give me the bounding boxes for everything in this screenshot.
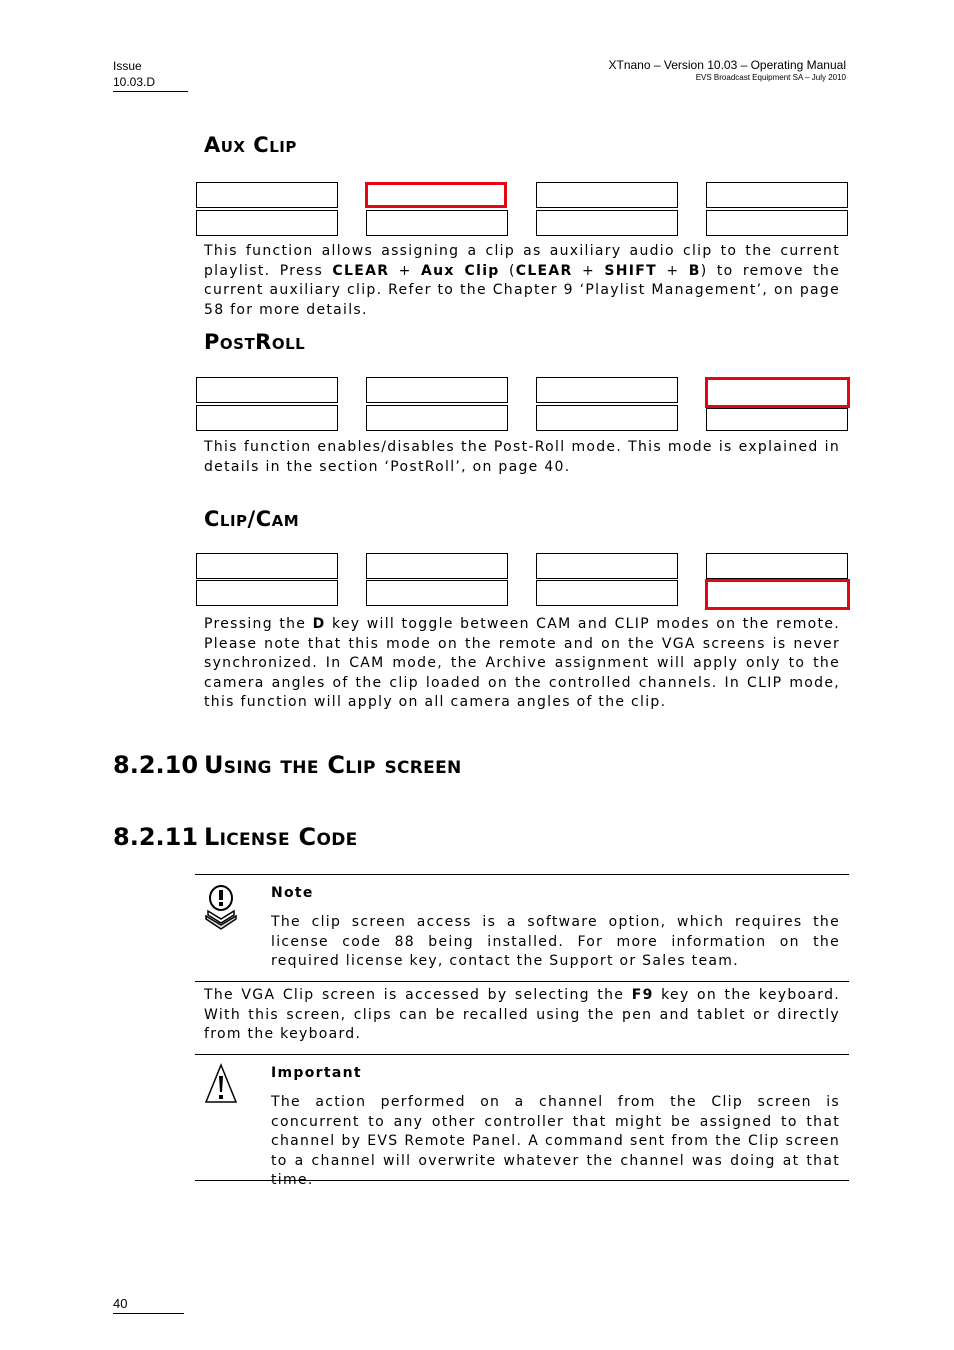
- key-cell: [536, 210, 678, 236]
- key-cell: [706, 553, 848, 579]
- key-cell: [536, 405, 678, 431]
- header-issue: [113, 58, 188, 92]
- key-cell: [366, 553, 508, 579]
- vga-clip-description: The VGA Clip screen is accessed by selecting the F9 key on the keyboard. With this screen, clips can be recalled using the pen and tablet or directly from the keyboard.: [204, 987, 841, 1042]
- key-cell-highlighted: [365, 182, 507, 208]
- key-cell: [196, 553, 338, 579]
- key-cell: [366, 580, 508, 606]
- key-cell: [536, 182, 678, 208]
- key-cell: [366, 377, 508, 403]
- key-cell: [536, 580, 678, 606]
- important-top-rule: [195, 1054, 849, 1055]
- key-cell: [196, 580, 338, 606]
- postroll-description: This function enables/disables the Post-Roll mode. This mode is explained in details in the section ‘PostRoll’, on page 40.: [204, 439, 840, 475]
- key-cell-highlighted: [705, 579, 850, 610]
- key-cell: [196, 182, 338, 208]
- page-number: 40: [113, 1296, 184, 1314]
- key-cell: [366, 405, 508, 431]
- important-bottom-rule: [195, 1180, 849, 1181]
- issue-label: Issue: [113, 59, 142, 73]
- header-title-block: [609, 58, 847, 83]
- issue-number: 10.03.D: [113, 75, 156, 89]
- note-hand-icon: [203, 885, 239, 931]
- heading-aux-clip: Aux Clip: [204, 133, 297, 157]
- important-text: The action performed on a channel from the Clip screen is concurrent to any other controller that might be assigned to that channel by EVS Remote Panel. A command sent from the Clip screen to a channel will overwrite whatever the channel was doing at that time.: [271, 1094, 840, 1188]
- heading-8-2-10: 8.2.10 Using the Clip screen: [113, 751, 462, 779]
- note-text: The clip screen access is a software option, which requires the license code 88 being installed. For more information on the required license key, contact the Support or Sales team.: [271, 914, 840, 969]
- key-cell: [536, 553, 678, 579]
- manual-title: XTnano – Version 10.03 – Operating Manual: [608, 58, 846, 72]
- heading-postroll: PostRoll: [204, 330, 306, 354]
- key-cell: [196, 210, 338, 236]
- aux-clip-description: This function allows assigning a clip as auxiliary audio clip to the current playlist. Press CLEAR + Aux Clip (CLEAR + SHIFT + B) to remove the current auxiliary clip. Refer to the Chapter 9 ‘Playlist Management’, on page 58 for more details.: [204, 243, 841, 318]
- heading-8-2-11: 8.2.11 License Code: [113, 823, 358, 851]
- key-cell: [196, 377, 338, 403]
- key-grid-postroll: [196, 377, 850, 433]
- key-cell-highlighted: [705, 377, 850, 408]
- key-cell: [366, 210, 508, 236]
- warning-triangle-icon: [203, 1063, 239, 1109]
- key-grid-aux-clip: [196, 182, 850, 238]
- heading-clip-cam: Clip/Cam: [204, 507, 300, 531]
- key-cell: [706, 408, 848, 431]
- clip-cam-description: Pressing the D key will toggle between CAM and CLIP modes on the remote. Please note that this mode on the remote and on the VGA screens is never synchronized. In CAM mode, the Archive assignment will apply only to the camera angles of the clip loaded on the controlled channels. In CLIP mode, this function will apply on all camera angles of the clip.: [204, 616, 840, 710]
- key-cell: [706, 182, 848, 208]
- key-cell: [706, 210, 848, 236]
- note-top-rule: [195, 874, 849, 875]
- note-bottom-rule: [195, 981, 849, 982]
- key-grid-clip-cam: [196, 553, 850, 609]
- key-cell: [536, 377, 678, 403]
- important-title: Important: [271, 1065, 362, 1081]
- note-title: Note: [271, 885, 314, 901]
- company-line: EVS Broadcast Equipment SA – July 2010: [695, 73, 846, 82]
- key-cell: [196, 405, 338, 431]
